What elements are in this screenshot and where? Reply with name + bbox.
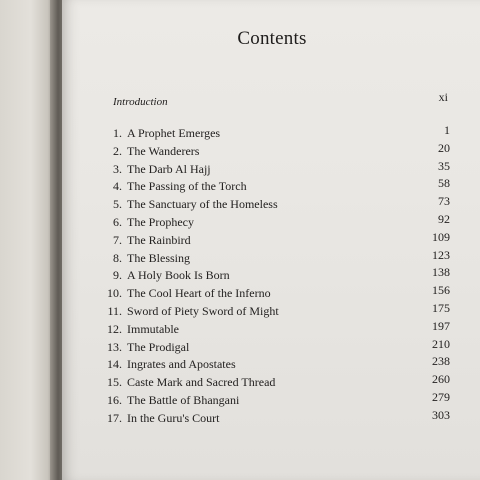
toc-entry-title: Caste Mark and Sacred Thread xyxy=(127,375,276,390)
toc-entry xyxy=(62,267,480,285)
previous-page-edge xyxy=(0,0,56,480)
toc-entry-title: Immutable xyxy=(127,321,179,336)
toc-entry-number: 7. xyxy=(113,232,122,247)
toc-introduction-page: xi xyxy=(438,90,448,104)
toc-entry xyxy=(62,196,480,214)
toc-entry-number: 13. xyxy=(107,339,122,354)
toc-entry-page: 58 xyxy=(438,176,450,191)
contents-page xyxy=(62,0,480,480)
toc-entry-title: The Wanderers xyxy=(127,143,200,158)
toc-introduction-label: Introduction xyxy=(113,96,168,108)
toc-entry-number: 11. xyxy=(107,303,122,318)
toc-entry xyxy=(62,389,480,410)
toc-entry xyxy=(62,374,480,392)
toc-entry-title: The Battle of Bhangani xyxy=(127,392,240,407)
toc-entry xyxy=(62,247,480,268)
toc-entry-number: 4. xyxy=(113,179,122,194)
toc-entry-number: 16. xyxy=(107,392,122,407)
toc-entry-title: The Cool Heart of the Inferno xyxy=(127,286,271,301)
toc-entry-page: 1 xyxy=(444,123,450,137)
toc-entry xyxy=(62,229,480,250)
toc-entry-page: 260 xyxy=(432,372,450,387)
toc-entry-page: 73 xyxy=(438,194,450,209)
toc-entry xyxy=(62,300,480,321)
toc-entry-number: 14. xyxy=(107,357,122,372)
toc-entry xyxy=(62,125,480,143)
toc-entry xyxy=(62,318,480,339)
toc-entry-number: 10. xyxy=(107,286,122,301)
toc-entry-number: 3. xyxy=(113,161,122,176)
toc-entry-title: The Darb Al Hajj xyxy=(127,161,211,176)
toc-entry-number: 8. xyxy=(113,250,122,265)
toc-entry-title: A Prophet Emerges xyxy=(127,126,221,140)
toc-entry xyxy=(62,285,480,303)
toc-entry-number: 5. xyxy=(113,197,122,212)
toc-entry-title: The Rainbird xyxy=(127,232,191,247)
toc-entry-title: Sword of Piety Sword of Might xyxy=(127,303,279,318)
toc-list xyxy=(62,125,480,428)
toc-entry-page: 138 xyxy=(432,265,450,280)
toc-entry-page: 156 xyxy=(432,283,450,298)
toc-entry xyxy=(62,356,480,374)
toc-entry xyxy=(62,211,480,232)
toc-entry-page: 123 xyxy=(432,247,450,262)
toc-entry-page: 175 xyxy=(432,300,450,315)
toc-entry xyxy=(62,178,480,196)
toc-entry-title: In the Guru's Court xyxy=(127,410,220,425)
toc-entry-number: 12. xyxy=(107,321,122,336)
toc-entry-title: A Holy Book Is Born xyxy=(127,268,230,283)
toc-entry-number: 1. xyxy=(113,126,122,140)
toc-entry-page: 35 xyxy=(438,158,450,173)
toc-entry xyxy=(62,336,480,357)
toc-entry-number: 15. xyxy=(107,375,122,390)
toc-introduction-row xyxy=(113,90,480,112)
toc-entry-number: 9. xyxy=(113,268,122,283)
toc-entry xyxy=(62,140,480,161)
toc-entry-page: 210 xyxy=(432,336,450,351)
toc-entry-page: 92 xyxy=(438,211,450,226)
page-title: Contents xyxy=(237,28,307,49)
toc-entry-page: 20 xyxy=(438,140,450,155)
toc-entry-page: 109 xyxy=(432,229,450,244)
toc-entry-page: 238 xyxy=(432,354,450,369)
toc-entry-title: The Passing of the Torch xyxy=(127,179,247,194)
toc-entry-title: The Blessing xyxy=(127,250,190,265)
toc-entry-page: 303 xyxy=(432,407,450,422)
toc-entry-number: 2. xyxy=(113,143,122,158)
toc-entry-number: 6. xyxy=(113,214,122,229)
toc-entry xyxy=(62,407,480,428)
toc-entry xyxy=(62,158,480,179)
toc-entry-title: The Prodigal xyxy=(127,339,190,354)
toc-entry-title: Ingrates and Apostates xyxy=(127,357,236,372)
toc-entry-title: The Prophecy xyxy=(127,214,194,229)
toc-entry-title: The Sanctuary of the Homeless xyxy=(127,197,278,212)
toc-entry-number: 17. xyxy=(107,410,122,425)
toc-entry-page: 197 xyxy=(432,318,450,333)
toc-entry-page: 279 xyxy=(432,389,450,404)
